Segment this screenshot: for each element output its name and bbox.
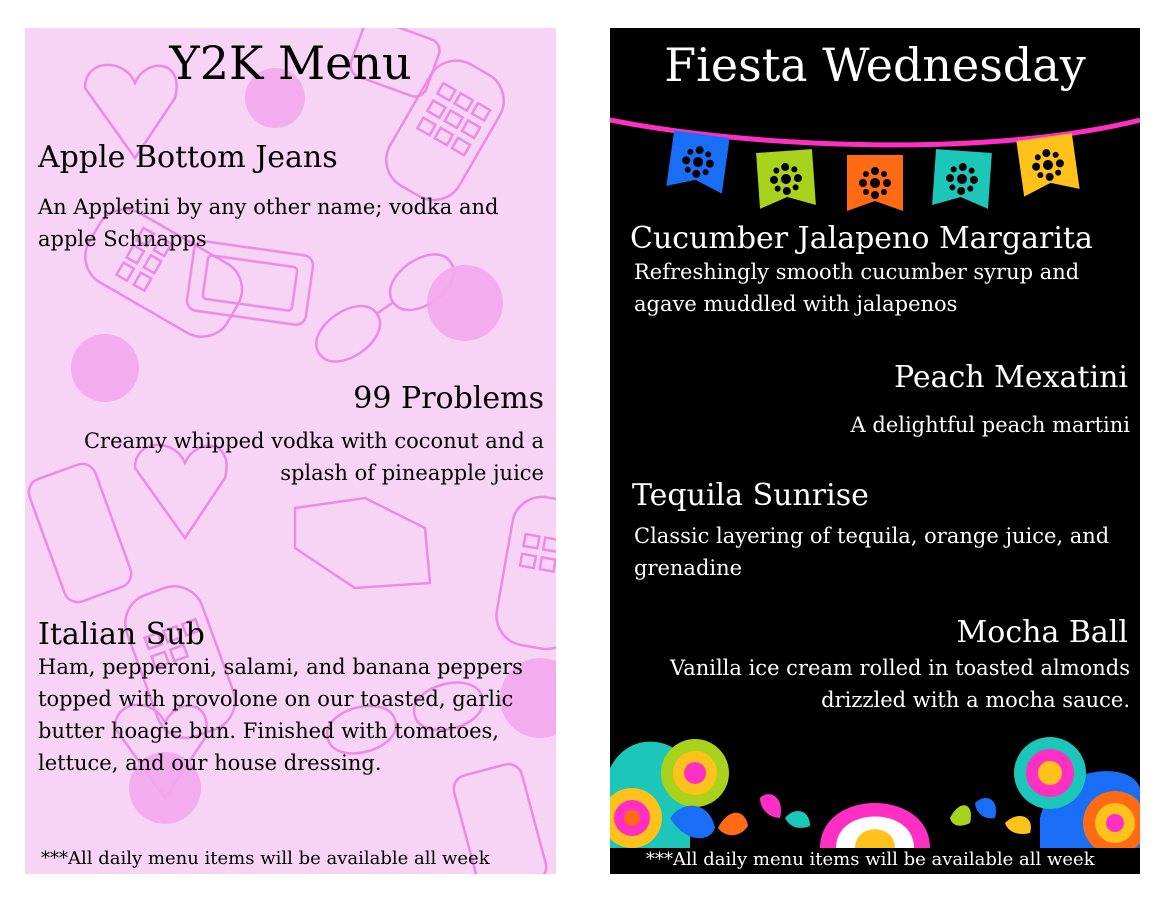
menu-item-description: An Appletini by any other name; vodka and apple Schnapps — [38, 195, 499, 251]
banner-flag — [847, 155, 903, 211]
flip-phone-illustration — [492, 492, 556, 654]
banner-flag — [1016, 133, 1079, 196]
menu-item-name: Italian Sub — [38, 617, 205, 652]
fiesta-menu-title: Fiesta Wednesday — [664, 38, 1086, 92]
fluffy-boot-illustration — [295, 498, 430, 588]
menu-item-name: 99 Problems — [353, 381, 544, 416]
pom-pom-illustration — [427, 265, 503, 341]
papel-picado-banner — [610, 28, 1140, 874]
menu-item-description: A delightful peach martini — [850, 413, 1130, 437]
menu-item-name: Mocha Ball — [956, 615, 1128, 650]
menu-item-description: Vanilla ice cream rolled in toasted almonds drizzled with a mocha sauce. — [669, 656, 1130, 712]
menu-item-description: Ham, pepperoni, salami, and banana peppers topped with provolone on our toasted, garlic butter hoagie bun. Finished with tomatoes, lettuce, and our house dressing. — [38, 655, 523, 775]
y2k-menu-title: Y2K Menu — [169, 36, 412, 90]
menu-footer-note: ***All daily menu items will be available all week — [41, 848, 490, 869]
menu-item-name: Apple Bottom Jeans — [38, 140, 338, 175]
banner-flag — [756, 149, 816, 209]
menu-item-name: Tequila Sunrise — [632, 478, 869, 513]
menu-item-name: Cucumber Jalapeno Margarita — [630, 221, 1093, 256]
fiesta-menu-card — [610, 28, 1140, 874]
flower-border — [610, 737, 1140, 855]
menu-footer-note: ***All daily menu items will be available all week — [646, 849, 1095, 870]
menu-item-description: Classic layering of tequila, orange juice, and grenadine — [634, 524, 1110, 580]
banner-flag — [932, 149, 992, 209]
menu-item-description: Refreshingly smooth cucumber syrup and agave muddled with jalapenos — [634, 260, 1080, 316]
menu-item-name: Peach Mexatini — [894, 360, 1128, 395]
pom-pom-illustration — [71, 334, 139, 402]
y2k-menu-card — [25, 28, 556, 874]
menu-item-description: Creamy whipped vodka with coconut and a splash of pineapple juice — [83, 429, 544, 485]
banner-flag — [666, 130, 729, 193]
